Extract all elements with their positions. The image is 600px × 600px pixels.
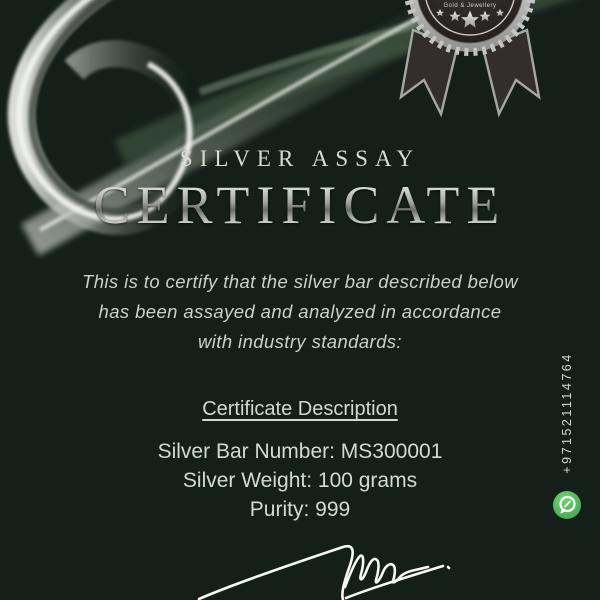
intro-paragraph (0, 267, 600, 357)
description-details (0, 437, 600, 524)
whatsapp-icon (551, 489, 583, 521)
subtitle-silver-assay: SILVER ASSAY (179, 146, 421, 171)
intro-line: has been assayed and analyzed in accordance (98, 301, 502, 322)
signature (195, 541, 460, 600)
detail-purity: Purity: 999 (249, 498, 351, 521)
badge-label: Gold & Jewellery (443, 3, 497, 9)
description-heading: Certificate Description (202, 398, 398, 420)
detail-bar-number: Silver Bar Number: MS300001 (157, 440, 443, 463)
contact-phone: +971521114764 (560, 352, 574, 474)
intro-line: This is to certify that the silver bar described below (82, 271, 518, 292)
page-title: CERTIFICATE (0, 174, 600, 236)
award-badge (395, 0, 545, 125)
intro-line: with industry standards: (198, 331, 402, 352)
detail-weight: Silver Weight: 100 grams (182, 469, 418, 492)
